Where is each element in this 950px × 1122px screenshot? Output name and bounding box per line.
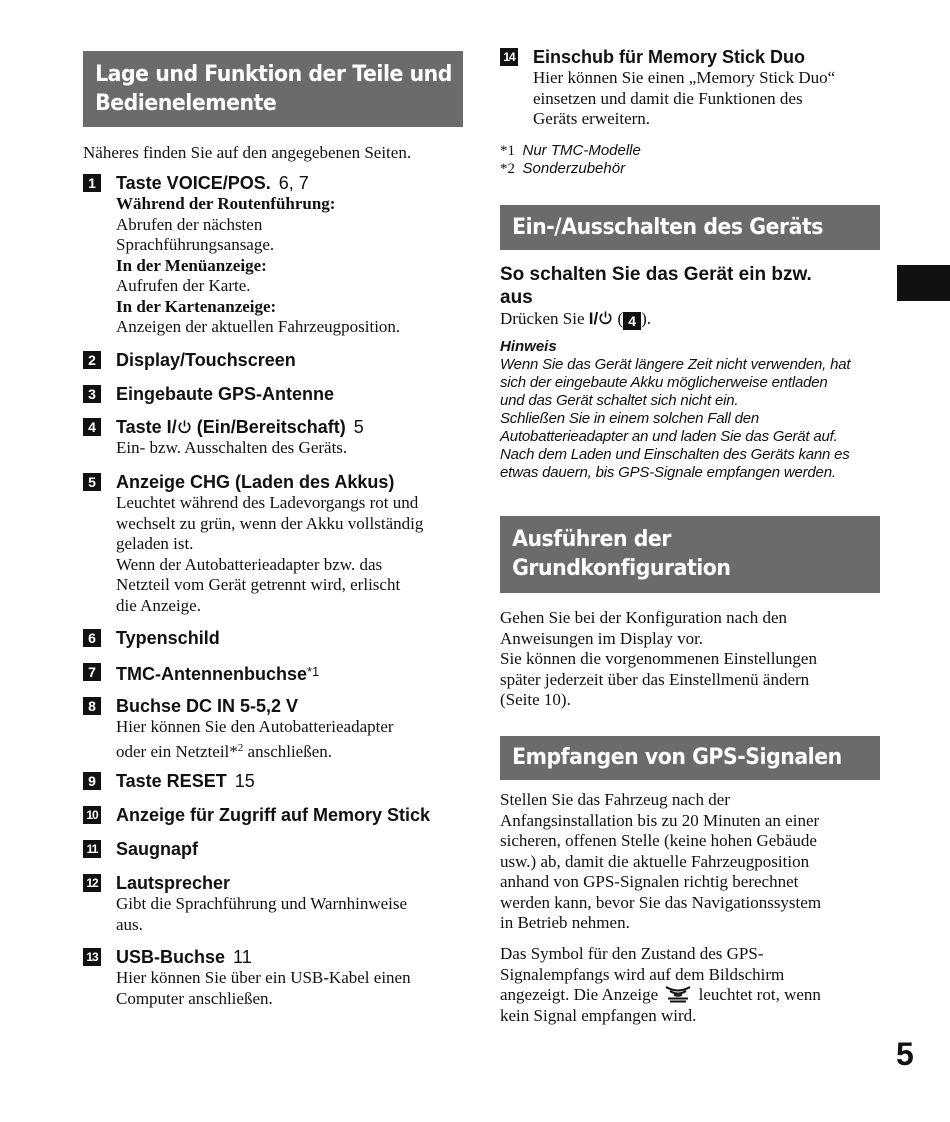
text-line: Anfangsinstallation bis zu 20 Minuten an einer <box>500 810 820 830</box>
item-number: 2 <box>83 351 101 369</box>
list-item <box>83 838 463 860</box>
desc-line: Netzteil vom Gerät getrennt wird, erlischt <box>116 575 401 594</box>
footnote-ref: *1 <box>307 664 320 679</box>
section-title: Ein-/Ausschalten des Geräts <box>500 205 880 250</box>
note-line: etwas dauern, bis GPS-Signale empfangen werden. <box>500 464 836 481</box>
desc-line: wechselt zu grün, wenn der Akku vollständig <box>116 513 424 533</box>
section-title-line2: Grundkonfiguration <box>512 556 731 581</box>
text-line: Gehen Sie bei der Konfiguration nach den <box>500 608 788 627</box>
instruction-text: ). <box>641 309 652 328</box>
item-number: 3 <box>83 385 101 403</box>
item-number: 1 <box>83 174 101 192</box>
section-header-config <box>500 516 880 593</box>
item-title: Anzeige für Zugriff auf Memory Stick <box>116 805 431 825</box>
note-line: Nach dem Laden und Einschalten des Geräts kann es <box>500 446 850 463</box>
list-item <box>83 349 463 371</box>
section-header-parts <box>83 51 463 127</box>
note-line: und das Gerät schaltet sich nicht ein. <box>500 392 739 409</box>
note-line: sich der eingebaute Akku möglicherweise entladen <box>500 374 828 391</box>
item-title: Taste RESET <box>116 771 227 791</box>
gps-paragraph-2 <box>500 944 880 1026</box>
item-description <box>116 194 463 338</box>
list-item <box>83 471 463 616</box>
desc-line: Geräts erweitern. <box>533 109 651 128</box>
footnote <box>500 142 880 160</box>
subsection-title-line: aus <box>500 287 533 308</box>
footnote-text: Sonderzubehör <box>522 160 626 177</box>
desc-line: Hier können Sie den Autobatterieadapter <box>116 717 394 736</box>
text-line: später jederzeit über das Einstellmenü ändern <box>500 669 810 689</box>
section-header-gps <box>500 736 880 780</box>
subsection-title <box>500 263 880 309</box>
section-title: Empfangen von GPS-Signalen <box>500 736 880 780</box>
text-line: usw.) ab, damit die aktuelle Fahrzeugposition <box>500 851 810 871</box>
note-body <box>500 356 880 482</box>
desc-line: Aufrufen der Karte. <box>116 276 251 295</box>
item-number: 14 <box>500 48 518 66</box>
text-span: angezeigt. Die Anzeige <box>500 985 663 1004</box>
list-item <box>83 416 463 459</box>
item-title: Lautsprecher <box>116 873 231 893</box>
item-number: 7 <box>83 663 101 681</box>
item-number: 6 <box>83 629 101 647</box>
note-box <box>500 338 880 482</box>
item-number: 9 <box>83 772 101 790</box>
desc-line <box>116 738 463 763</box>
item-number: 4 <box>83 418 101 436</box>
list-item <box>83 872 463 935</box>
footnote-mark: *2 <box>500 161 515 177</box>
section-title-line1: Ausführen der <box>512 527 671 552</box>
item-pages: 6, 7 <box>278 173 309 193</box>
item-title: TMC-Antennenbuchse <box>116 664 307 684</box>
desc-line: Wenn der Autobatterieadapter bzw. das <box>116 554 383 574</box>
desc-heading: In der Menüanzeige: <box>116 255 267 275</box>
desc-text: anschließen. <box>243 741 333 761</box>
list-item <box>83 383 463 405</box>
item-title: USB-Buchse <box>116 947 226 967</box>
text-line: Anweisungen im Display vor. <box>500 628 704 648</box>
list-item <box>83 770 463 792</box>
item-number: 10 <box>83 806 101 824</box>
desc-line: Gibt die Sprachführung und Warnhinweise <box>116 894 408 913</box>
instruction-text: ( <box>613 309 624 328</box>
page-number: 5 <box>896 1036 914 1072</box>
item-title: Typenschild <box>116 628 220 648</box>
item-pages: 11 <box>233 947 252 967</box>
desc-line: Sprachführungsansage. <box>116 235 275 254</box>
text-line: sicheren, offenen Stelle (keine hohen Gebäude <box>500 831 817 850</box>
footnote <box>500 160 880 178</box>
item-number: 8 <box>83 697 101 715</box>
list-item <box>500 46 880 130</box>
instruction-key: I/ <box>588 309 599 328</box>
text-line: Stellen Sie das Fahrzeug nach der <box>500 790 730 809</box>
gps-paragraph-1 <box>500 790 880 934</box>
list-item <box>83 946 463 1009</box>
item-title-a: Taste I/ <box>116 417 177 437</box>
item-description <box>116 717 463 762</box>
item-pages: 5 <box>353 417 364 437</box>
power-instruction <box>500 309 880 330</box>
item-title: Buchse DC IN 5-5,2 V <box>116 696 299 716</box>
footnotes <box>500 142 880 178</box>
power-icon <box>177 419 192 434</box>
desc-line: Anzeigen der aktuellen Fahrzeugposition. <box>116 317 401 336</box>
item-pages: 15 <box>234 771 255 791</box>
power-icon <box>598 310 613 325</box>
item-description <box>116 894 463 935</box>
text-line: werden kann, bevor Sie das Navigationssystem <box>500 892 822 912</box>
desc-line: Abrufen der nächsten <box>116 214 263 234</box>
text-line: kein Signal empfangen wird. <box>500 1005 697 1025</box>
text-line: Sie können die vorgenommenen Einstellungen <box>500 649 817 668</box>
list-item <box>83 172 463 338</box>
item-title: Saugnapf <box>116 839 199 859</box>
section-title-line1: Lage und Funktion der Teile und <box>95 62 452 87</box>
text-line: Signalempfangs wird auf dem Bildschirm <box>500 964 785 984</box>
desc-line: die Anzeige. <box>116 595 201 615</box>
item-description <box>116 493 463 616</box>
instruction-text: Drücken Sie <box>500 309 589 328</box>
list-item <box>83 661 463 685</box>
desc-heading: In der Kartenanzeige: <box>116 296 277 316</box>
item-description <box>533 68 880 130</box>
item-title-b: (Ein/Bereitschaft) <box>191 417 346 437</box>
list-item <box>83 804 463 826</box>
note-line: Wenn Sie das Gerät längere Zeit nicht verwenden, hat <box>500 356 851 373</box>
footnote-mark: *1 <box>500 143 515 159</box>
intro-text: Näheres finden Sie auf den angegebenen Seiten. <box>83 143 412 162</box>
item-title: Display/Touchscreen <box>116 350 296 370</box>
note-line: Autobatterieadapter an und laden Sie das Gerät auf. <box>500 428 838 445</box>
section-header-power <box>500 205 880 250</box>
note-line: Schließen Sie in einem solchen Fall den <box>500 410 760 427</box>
item-title: Anzeige CHG (Laden des Akkus) <box>116 472 395 492</box>
text-line <box>500 985 880 1006</box>
text-span: leuchtet rot, wenn <box>694 985 821 1004</box>
chapter-tab-marker <box>897 265 950 301</box>
text-line: Das Symbol für den Zustand des GPS- <box>500 944 764 963</box>
text-line: in Betrieb nehmen. <box>500 913 630 932</box>
text-line: (Seite 10). <box>500 690 571 709</box>
config-text <box>500 608 880 711</box>
footnote-text: Nur TMC-Modelle <box>522 142 641 159</box>
item-description <box>116 968 463 1009</box>
desc-line: Computer anschließen. <box>116 988 273 1008</box>
desc-line: geladen ist. <box>116 534 194 553</box>
text-line: anhand von GPS-Signalen richtig berechnet <box>500 872 799 891</box>
item-title: Eingebaute GPS-Antenne <box>116 384 335 404</box>
item-title: Einschub für Memory Stick Duo <box>533 47 806 67</box>
desc-line: aus. <box>116 914 143 934</box>
item-description: Ein- bzw. Ausschalten des Geräts. <box>116 438 348 457</box>
item-number: 5 <box>83 473 101 491</box>
section-title-line2: Bedienelemente <box>95 91 277 116</box>
footnote-ref: 2 <box>237 741 244 754</box>
item-number: 12 <box>83 874 101 892</box>
desc-line: Hier können Sie einen „Memory Stick Duo“ <box>533 68 836 87</box>
subsection-title-line: So schalten Sie das Gerät ein bzw. <box>500 264 812 285</box>
note-title: Hinweis <box>500 338 557 355</box>
item-number: 11 <box>83 840 101 858</box>
desc-text: oder ein Netzteil* <box>116 741 238 761</box>
desc-line: Leuchtet während des Ladevorgangs rot und <box>116 493 419 512</box>
desc-line: Hier können Sie über ein USB-Kabel einen <box>116 968 411 987</box>
item-title: Taste VOICE/POS. <box>116 173 271 193</box>
list-item <box>83 695 463 762</box>
list-item <box>83 627 463 649</box>
item-number: 13 <box>83 948 101 966</box>
item-number-ref: 4 <box>623 312 641 330</box>
desc-heading: Während der Routenführung: <box>116 194 336 213</box>
desc-line: einsetzen und damit die Funktionen des <box>533 88 803 108</box>
gps-signal-icon <box>662 985 694 1003</box>
